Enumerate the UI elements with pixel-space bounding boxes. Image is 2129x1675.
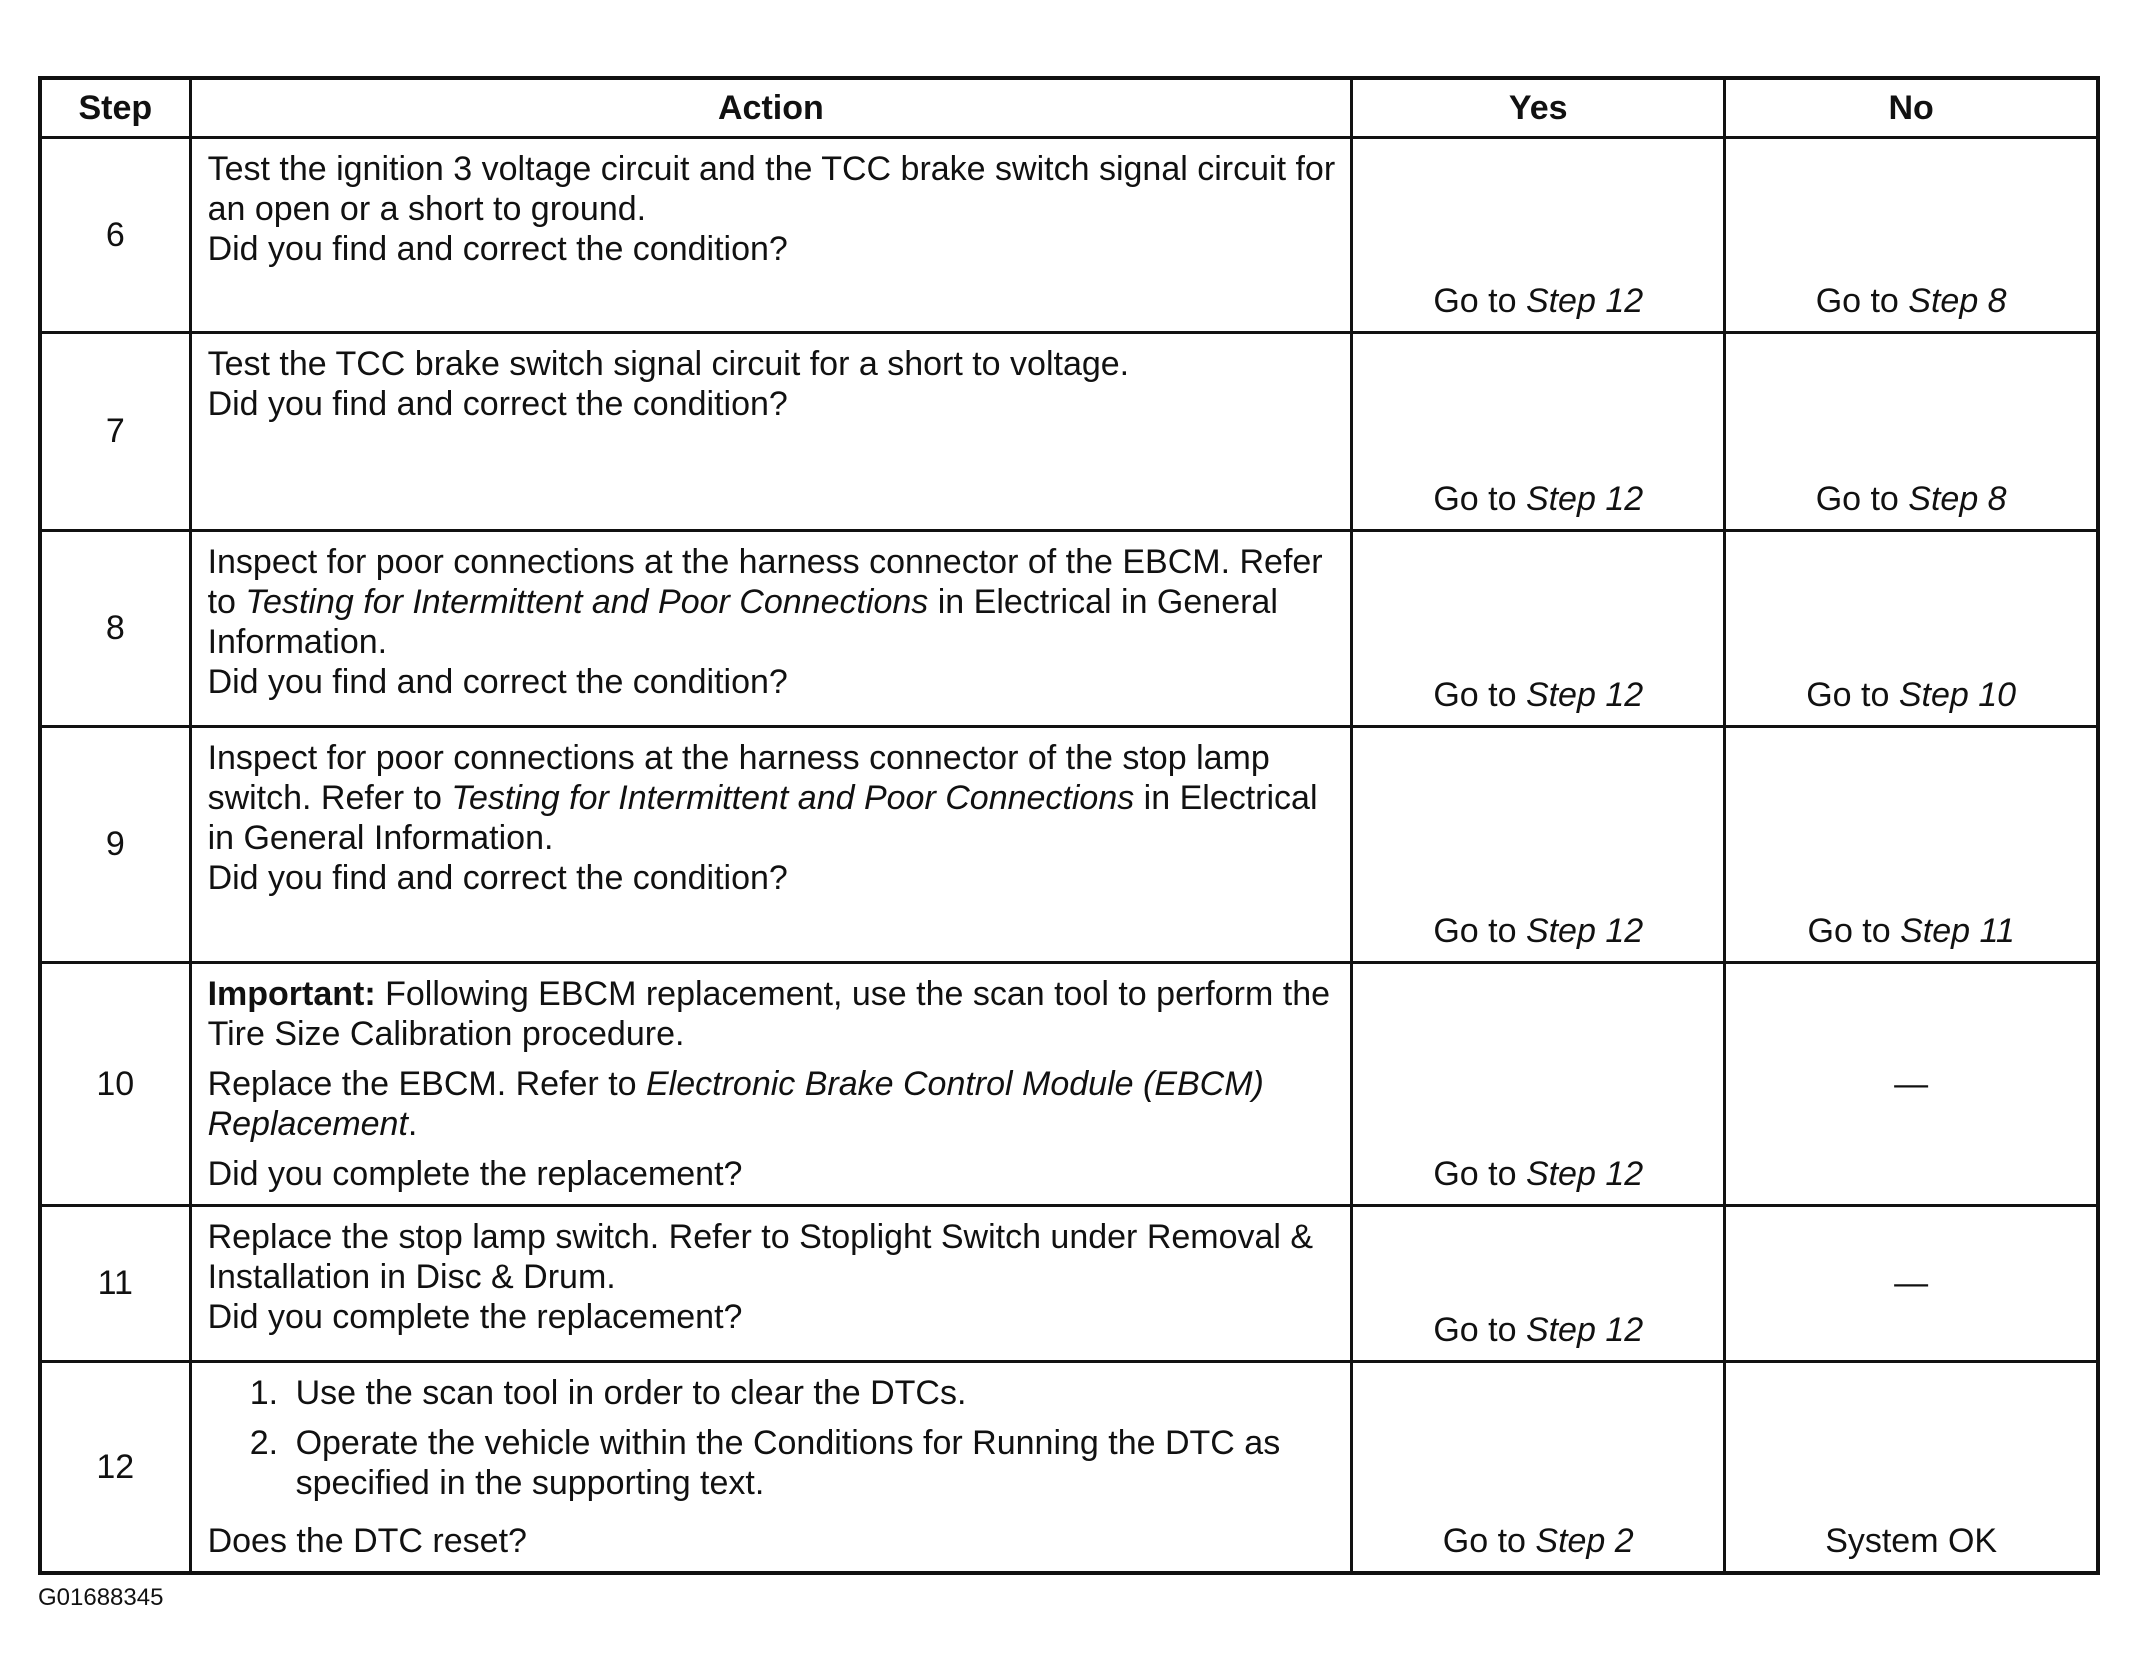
no-cell: — xyxy=(1725,963,2098,1206)
no-prefix: Go to xyxy=(1815,480,1909,518)
action-text: Test the ignition 3 voltage circuit and the TCC brake switch signal circuit for an open or a short to ground. xyxy=(207,150,1336,228)
no-prefix: Go to xyxy=(1807,912,1901,950)
table-row-step-10 xyxy=(40,963,2098,1206)
yes-step-link[interactable]: Step 12 xyxy=(1525,1155,1644,1193)
action-text: Test the TCC brake switch signal circuit for a short to voltage. xyxy=(207,345,1130,383)
table-row-step-7 xyxy=(40,333,2098,531)
procedure-item: 2. Operate the vehicle within the Conditions for Running the DTC as specified in the supporting text. xyxy=(288,1423,1337,1503)
header-yes: Yes xyxy=(1352,78,1725,138)
action-text-part: in Electrical in General Information. xyxy=(207,583,1278,661)
action-question: Did you find and correct the condition? xyxy=(207,385,788,423)
yes-prefix: Go to xyxy=(1442,1522,1536,1560)
yes-cell xyxy=(1352,531,1725,727)
yes-prefix: Go to xyxy=(1433,1311,1526,1349)
no-cell: System OK xyxy=(1725,1362,2098,1574)
step-number: 9 xyxy=(40,727,190,963)
yes-cell xyxy=(1352,138,1725,333)
table-row-step-11 xyxy=(40,1206,2098,1362)
yes-cell xyxy=(1352,333,1725,531)
no-step-link[interactable]: Step 8 xyxy=(1908,480,2007,518)
important-note xyxy=(208,974,1337,1054)
yes-prefix: Go to xyxy=(1433,480,1526,518)
action-text-part: Inspect for poor connections at the harness connector of the stop lamp switch. Refer to xyxy=(207,739,1270,817)
yes-cell xyxy=(1352,1206,1725,1362)
no-cell xyxy=(1725,727,2098,963)
yes-cell xyxy=(1352,727,1725,963)
action-cell xyxy=(190,1362,1352,1574)
yes-step-link[interactable]: Step 12 xyxy=(1525,282,1644,320)
action-cell xyxy=(190,963,1352,1206)
action-text: Replace the stop lamp switch. Refer to Stoplight Switch under Removal & Installation in Disc & Drum. xyxy=(207,1218,1314,1296)
action-cell xyxy=(190,727,1352,963)
reference-link[interactable]: Electronic Brake Control Module (EBCM) Replacement xyxy=(207,1065,1264,1143)
action-cell xyxy=(190,1206,1352,1362)
yes-step-link[interactable]: Step 2 xyxy=(1535,1522,1634,1560)
important-label: Important: xyxy=(207,975,376,1013)
action-question: Did you find and correct the condition? xyxy=(207,230,788,268)
no-prefix: Go to xyxy=(1815,282,1909,320)
header-action: Action xyxy=(190,78,1352,138)
no-step-link[interactable]: Step 10 xyxy=(1898,676,2017,714)
step-number: 7 xyxy=(40,333,190,531)
action-question: Does the DTC reset? xyxy=(207,1522,527,1560)
action-text-part: Inspect for poor connections at the harness connector of the EBCM. Refer to xyxy=(207,543,1323,621)
action-cell xyxy=(190,333,1352,531)
yes-cell xyxy=(1352,963,1725,1206)
table-row-step-6 xyxy=(40,138,2098,333)
action-cell xyxy=(190,531,1352,727)
no-cell xyxy=(1725,138,2098,333)
yes-prefix: Go to xyxy=(1433,912,1526,950)
no-cell xyxy=(1725,531,2098,727)
yes-step-link[interactable]: Step 12 xyxy=(1525,912,1644,950)
step-number: 11 xyxy=(40,1206,190,1362)
action-text xyxy=(208,542,1337,662)
no-cell xyxy=(1725,333,2098,531)
yes-prefix: Go to xyxy=(1433,676,1526,714)
table-header-row xyxy=(40,78,2098,138)
step-number: 8 xyxy=(40,531,190,727)
action-question: Did you find and correct the condition? xyxy=(207,663,788,701)
procedure-item: 1. Use the scan tool in order to clear the DTCs. xyxy=(288,1373,1337,1413)
no-step-link[interactable]: Step 8 xyxy=(1908,282,2007,320)
action-text xyxy=(208,738,1337,858)
no-cell: — xyxy=(1725,1206,2098,1362)
yes-prefix: Go to xyxy=(1433,282,1526,320)
reference-link[interactable]: Testing for Intermittent and Poor Connections xyxy=(451,779,1135,817)
step-number: 12 xyxy=(40,1362,190,1574)
yes-cell xyxy=(1352,1362,1725,1574)
yes-step-link[interactable]: Step 12 xyxy=(1525,1311,1644,1349)
header-no: No xyxy=(1725,78,2098,138)
no-prefix: Go to xyxy=(1806,676,1899,714)
diagnostic-table xyxy=(38,76,2100,1575)
table-row-step-9 xyxy=(40,727,2098,963)
action-text-part: in Electrical in General Information. xyxy=(207,779,1318,857)
yes-step-link[interactable]: Step 12 xyxy=(1525,676,1644,714)
action-question: Did you find and correct the condition? xyxy=(207,859,788,897)
header-step: Step xyxy=(40,78,190,138)
action-text-part: Replace the EBCM. Refer to xyxy=(207,1065,646,1103)
action-text xyxy=(208,1064,1337,1144)
yes-step-link[interactable]: Step 12 xyxy=(1525,480,1644,518)
no-step-link[interactable]: Step 11 xyxy=(1900,912,2015,950)
figure-id: G01688345 xyxy=(38,1584,164,1611)
procedure-list xyxy=(208,1373,1337,1513)
table-row-step-12 xyxy=(40,1362,2098,1574)
important-text: Following EBCM replacement, use the scan tool to perform the Tire Size Calibration procedure. xyxy=(207,975,1331,1053)
action-text-part: . xyxy=(407,1105,418,1143)
yes-prefix: Go to xyxy=(1433,1155,1526,1193)
table-row-step-8 xyxy=(40,531,2098,727)
action-cell xyxy=(190,138,1352,333)
action-question: Did you complete the replacement? xyxy=(207,1298,743,1336)
reference-link[interactable]: Testing for Intermittent and Poor Connections xyxy=(245,583,929,621)
step-number: 10 xyxy=(40,963,190,1206)
action-question: Did you complete the replacement? xyxy=(207,1155,743,1193)
step-number: 6 xyxy=(40,138,190,333)
